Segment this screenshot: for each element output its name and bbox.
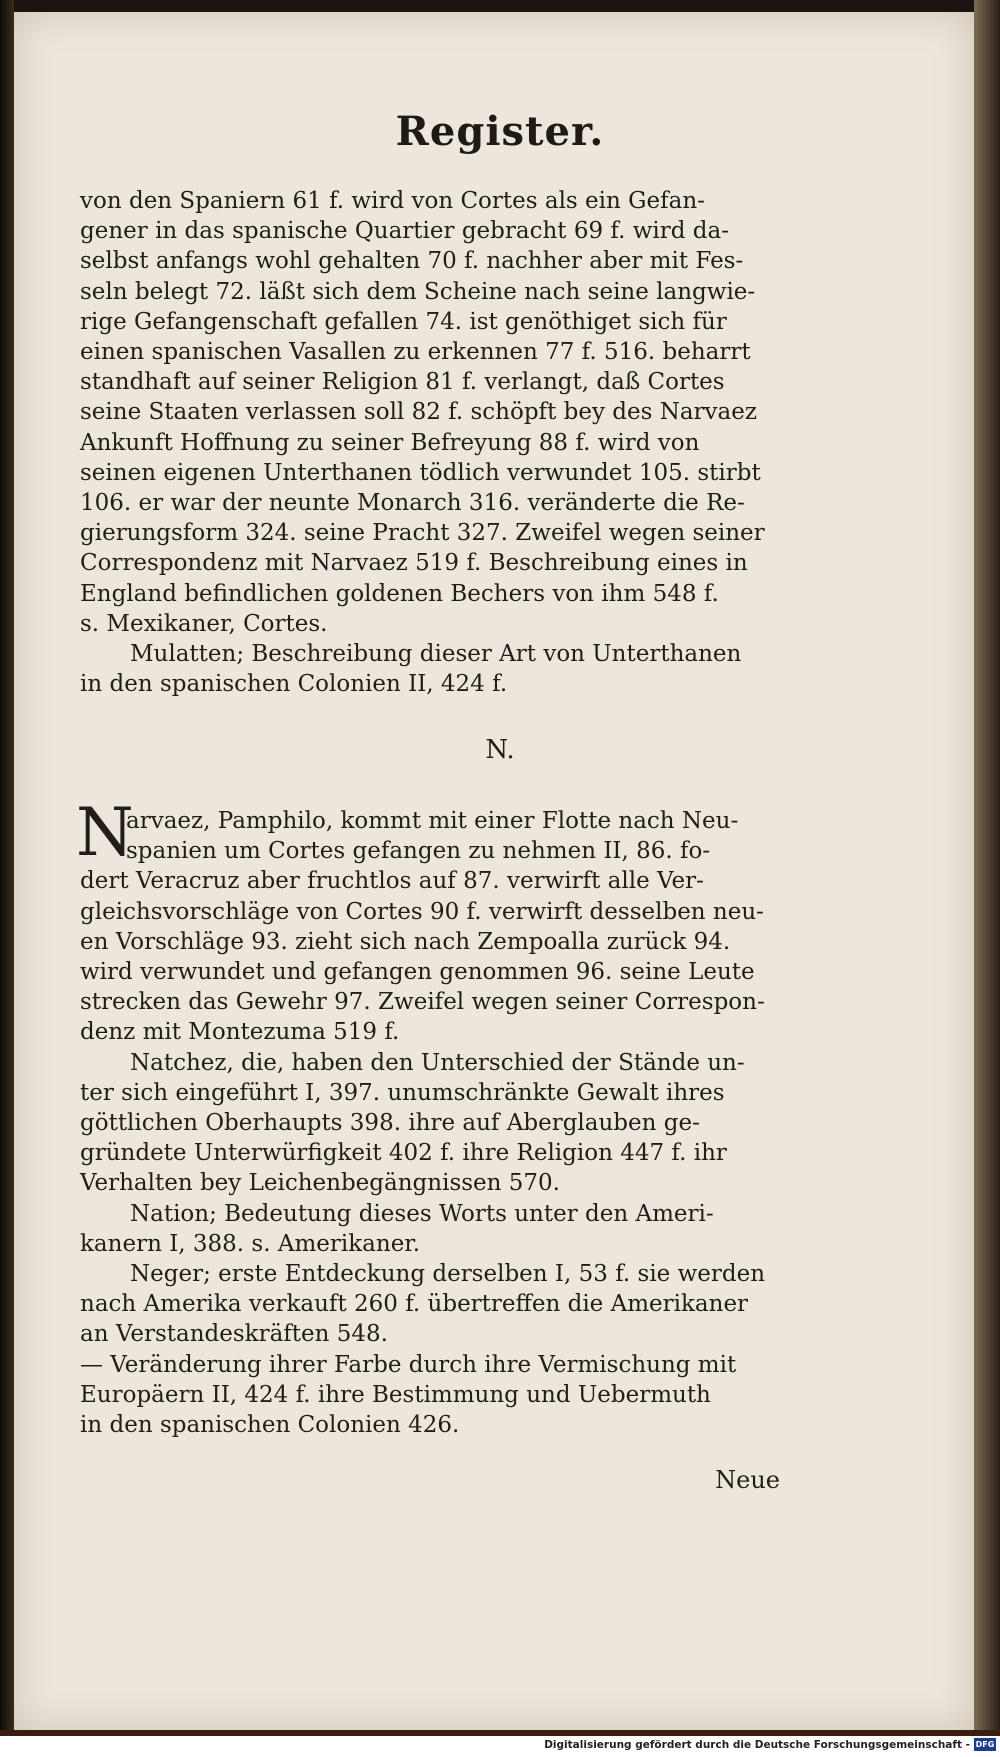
text-line: seln belegt 72. läßt sich dem Scheine nach seine langwie- [80,278,756,305]
text-line: in den spanischen Colonien 426. [80,1412,460,1439]
text-line: in den spanischen Colonien II, 424 f. [80,671,508,698]
text-line: gründete Unterwürfigkeit 402 f. ihre Religion 447 f. ihr [80,1140,727,1167]
text-line: seinen eigenen Unterthanen tödlich verwundet 105. stirbt [80,459,761,486]
text-line: rige Gefangenschaft gefallen 74. ist genöthiget sich für [80,308,727,335]
text-line: göttlichen Oberhaupts 398. ihre auf Aberglauben ge- [80,1110,700,1137]
text-line: 106. er war der neunte Monarch 316. veränderte die Re- [80,490,745,517]
text-line: spanien um Cortes gefangen zu nehmen II, 86. fo- [126,838,711,865]
text-line: Verhalten bey Leichenbegängnissen 570. [80,1170,560,1197]
section-heading-n: N. [485,735,515,765]
text-line: Correspondenz mit Narvaez 519 f. Beschreibung eines in [80,550,748,577]
entry-neger: Neger; erste Entdeckung derselben I, 53 f. sie werden [130,1261,766,1288]
text-line: gierungsform 324. seine Pracht 327. Zweifel wegen seiner [80,520,765,547]
book-spine [0,0,14,1730]
entry-narvaez: arvaez, Pamphilo, kommt mit einer Flotte nach Neu- [126,808,739,834]
catchword: Neue [715,1466,780,1494]
drop-cap: N [76,794,134,871]
text-line: Europäern II, 424 f. ihre Bestimmung und Uebermuth [80,1381,711,1408]
text-line: strecken das Gewehr 97. Zweifel wegen seiner Correspon- [80,989,765,1016]
text-line: s. Mexikaner, Cortes. [80,610,328,637]
text-line: nach Amerika verkauft 260 f. übertreffen die Amerikaner [80,1291,749,1318]
text-line: gleichsvorschläge von Cortes 90 f. verwirft desselben neu- [80,898,764,925]
entry-mulatten: Mulatten; Beschreibung dieser Art von Unterthanen [130,641,742,668]
text-line: Ankunft Hoffnung zu seiner Befreyung 88 f. wird von [80,429,700,456]
page-header: Register. [395,108,605,155]
entry-nation: Nation; Bedeutung dieses Worts unter den Ameri- [130,1200,714,1227]
entry-natchez: Natchez, die, haben den Unterschied der Stände un- [130,1049,745,1076]
dfg-logo: DFG [975,1740,995,1749]
text-line: ter sich eingeführt I, 397. unumschränkte Gewalt ihres [80,1079,725,1106]
index-block-m [80,186,780,699]
text-line: England befindlichen goldenen Bechers von ihm 548 f. [80,580,719,607]
text-line: einen spanischen Vasallen zu erkennen 77 f. 516. beharrt [80,339,751,366]
text-line: denz mit Montezuma 519 f. [80,1019,400,1046]
text-line: von den Spaniern 61 f. wird von Cortes als ein Gefan- [80,188,705,214]
text-line: dert Veracruz aber fruchtlos auf 87. verwirft alle Ver- [80,868,704,895]
page-edge [974,0,1000,1757]
text-line: an Verstandeskräften 548. [80,1321,388,1348]
text-line: standhaft auf seiner Religion 81 f. verlangt, daß Cortes [80,369,725,396]
entry-neger-continued: — Veränderung ihrer Farbe durch ihre Vermischung mit [80,1351,737,1378]
digitization-credit: Digitalisierung gefördert durch die Deutsche Forschungsgemeinschaft - [544,1739,970,1751]
text-line: selbst anfangs wohl gehalten 70 f. nachher aber mit Fes- [80,248,744,275]
text-line: wird verwundet und gefangen genommen 96. seine Leute [80,959,755,986]
text-line: en Vorschläge 93. zieht sich nach Zempoalla zurück 94. [80,928,731,955]
text-line: gener in das spanische Quartier gebracht 69 f. wird da- [80,218,729,245]
text-line: kanern I, 388. s. Amerikaner. [80,1230,421,1257]
index-block-n [80,806,780,1440]
text-line: seine Staaten verlassen soll 82 f. schöpft bey des Narvaez [80,399,757,426]
